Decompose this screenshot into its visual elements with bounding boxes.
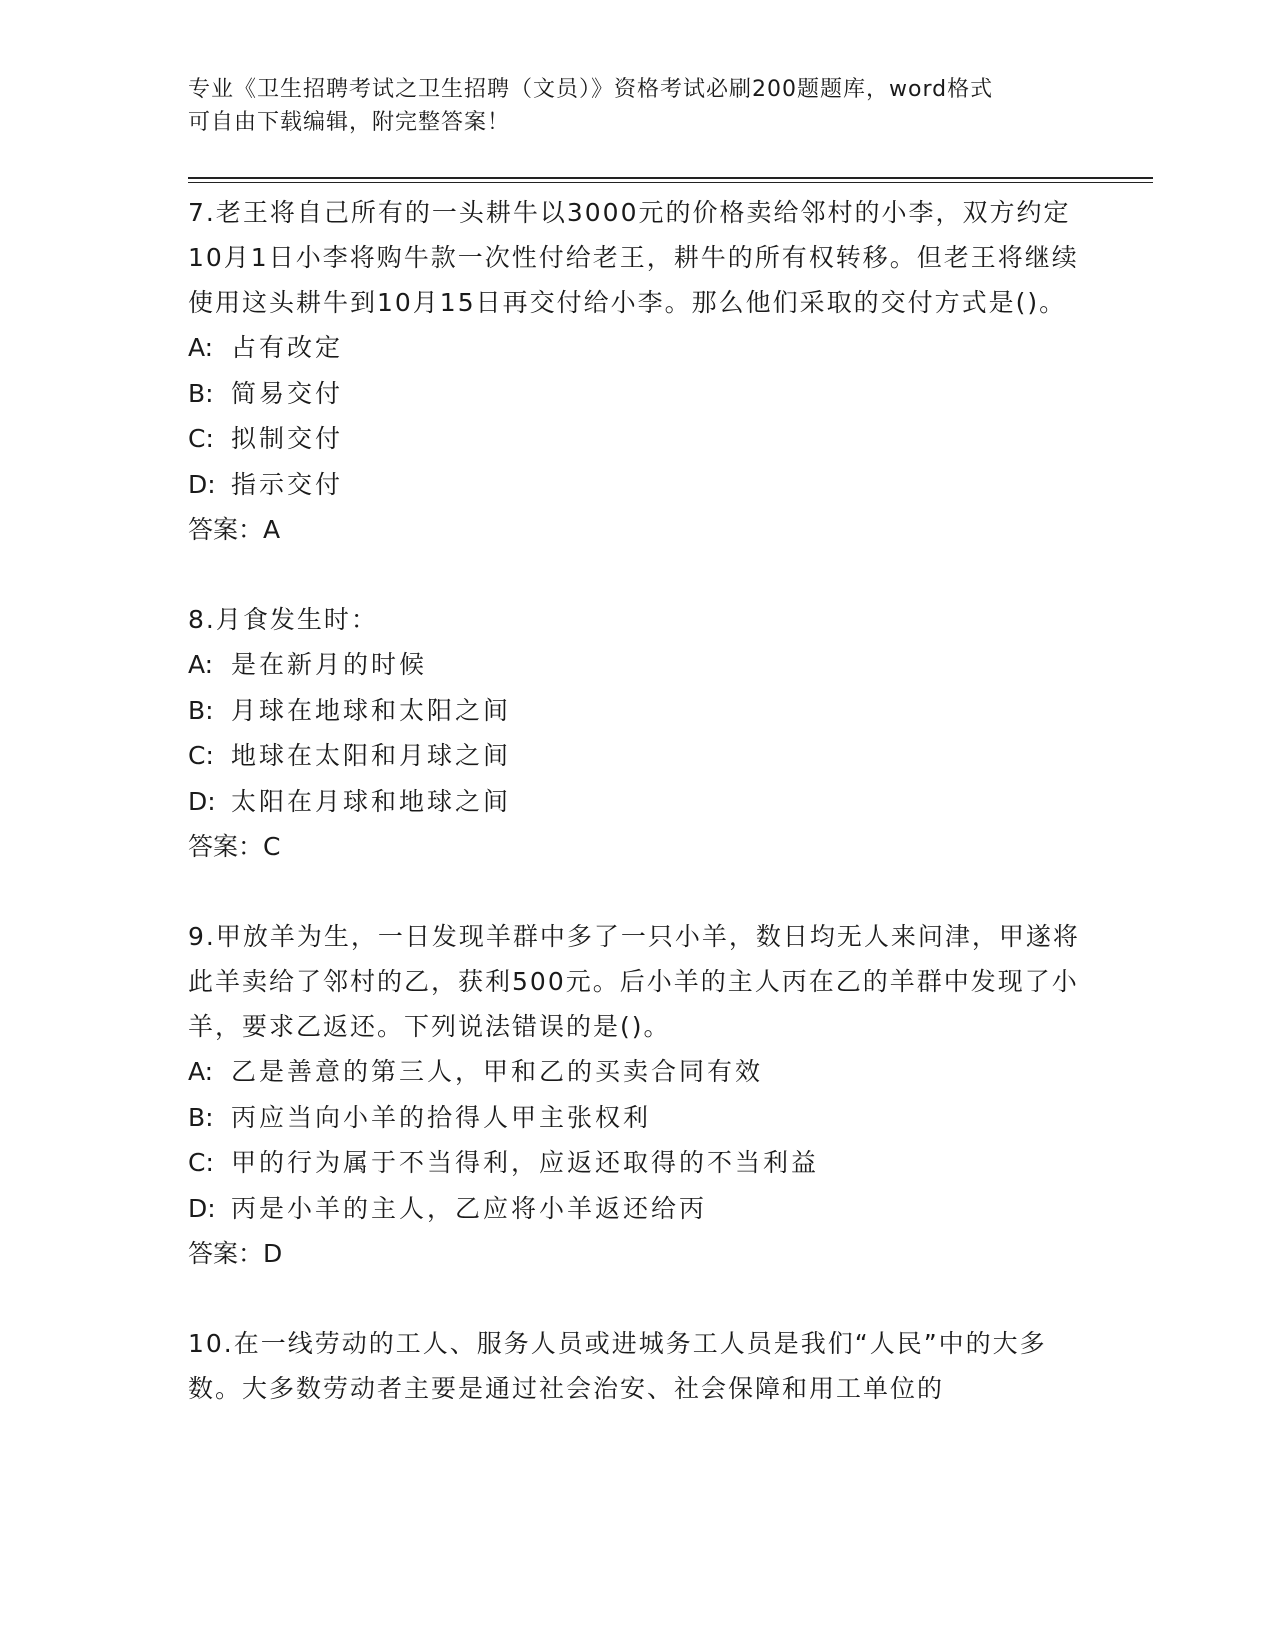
option-letter: D:	[188, 469, 216, 499]
header-line-1: 专业《卫生招聘考试之卫生招聘（文员）》资格考试必刷200题题库，word格式	[188, 77, 994, 102]
option-c	[188, 733, 1088, 779]
question-text: 8.月食发生时：	[188, 605, 378, 634]
spacer	[188, 1276, 1088, 1321]
option-letter: A:	[188, 650, 214, 679]
question-text: 9.甲放羊为生，一日发现羊群中多了一只小羊，数日均无人来问津，甲遂将此羊卖给了邻村的乙，获利500元。后小羊的主人丙在乙的羊群中发现了小羊，要求乙返还。下列说法错误的是()。	[188, 922, 1080, 1041]
option-text: 指示交付	[231, 469, 344, 499]
option-text: 简易交付	[231, 378, 344, 408]
answer-line: 答案：D	[188, 1239, 283, 1268]
option-text: 月球在地球和太阳之间	[231, 695, 512, 725]
header-divider-thick	[188, 177, 1153, 179]
answer-line: 答案：C	[188, 832, 281, 861]
option-c	[188, 416, 1088, 462]
option-letter: A:	[188, 333, 214, 362]
question-8	[188, 597, 1088, 869]
question-7	[188, 190, 1088, 552]
spacer	[188, 552, 1088, 597]
option-b	[188, 371, 1088, 417]
option-d	[188, 1186, 1088, 1232]
option-c	[188, 1140, 1088, 1186]
option-letter: D:	[188, 786, 216, 816]
question-9	[188, 914, 1088, 1276]
question-text: 10.在一线劳动的工人、服务人员或进城务工人员是我们“人民”中的大多数。大多数劳动者主要是通过社会治安、社会保障和用工单位的	[188, 1329, 1047, 1403]
question-list	[188, 190, 1088, 1411]
option-text: 丙是小羊的主人，乙应将小羊返还给丙	[231, 1193, 708, 1223]
option-letter: B:	[188, 378, 214, 408]
answer-line: 答案：A	[188, 515, 281, 544]
question-10	[188, 1321, 1088, 1411]
option-a	[188, 325, 1088, 371]
option-letter: B:	[188, 695, 214, 725]
option-text: 甲的行为属于不当得利，应返还取得的不当利益	[231, 1148, 820, 1177]
option-d	[188, 779, 1088, 825]
option-d	[188, 462, 1088, 508]
option-letter: C:	[188, 1148, 214, 1177]
option-text: 乙是善意的第三人，甲和乙的买卖合同有效	[231, 1057, 764, 1086]
header-line-2: 可自由下载编辑，附完整答案！	[188, 110, 511, 135]
option-text: 丙应当向小羊的拾得人甲主张权利	[231, 1102, 652, 1132]
option-b	[188, 688, 1088, 734]
option-b	[188, 1095, 1088, 1141]
option-letter: A:	[188, 1057, 214, 1086]
option-text: 太阳在月球和地球之间	[231, 786, 512, 816]
option-a	[188, 1049, 1088, 1095]
document-header	[188, 73, 1088, 139]
option-text: 是在新月的时候	[231, 650, 428, 679]
option-text: 占有改定	[231, 333, 344, 362]
option-letter: D:	[188, 1193, 216, 1223]
option-text: 地球在太阳和月球之间	[231, 741, 512, 770]
option-letter: B:	[188, 1102, 214, 1132]
option-a	[188, 642, 1088, 688]
question-text: 7.老王将自己所有的一头耕牛以3000元的价格卖给邻村的小李，双方约定10月1日小李将购牛款一次性付给老王，耕牛的所有权转移。但老王将继续使用这头耕牛到10月15日再交付给小李。那么他们采取的交付方式是()。	[188, 198, 1079, 317]
header-divider-thin	[188, 182, 1153, 183]
spacer	[188, 869, 1088, 914]
option-text: 拟制交付	[231, 424, 344, 453]
option-letter: C:	[188, 424, 214, 453]
option-letter: C:	[188, 741, 214, 770]
